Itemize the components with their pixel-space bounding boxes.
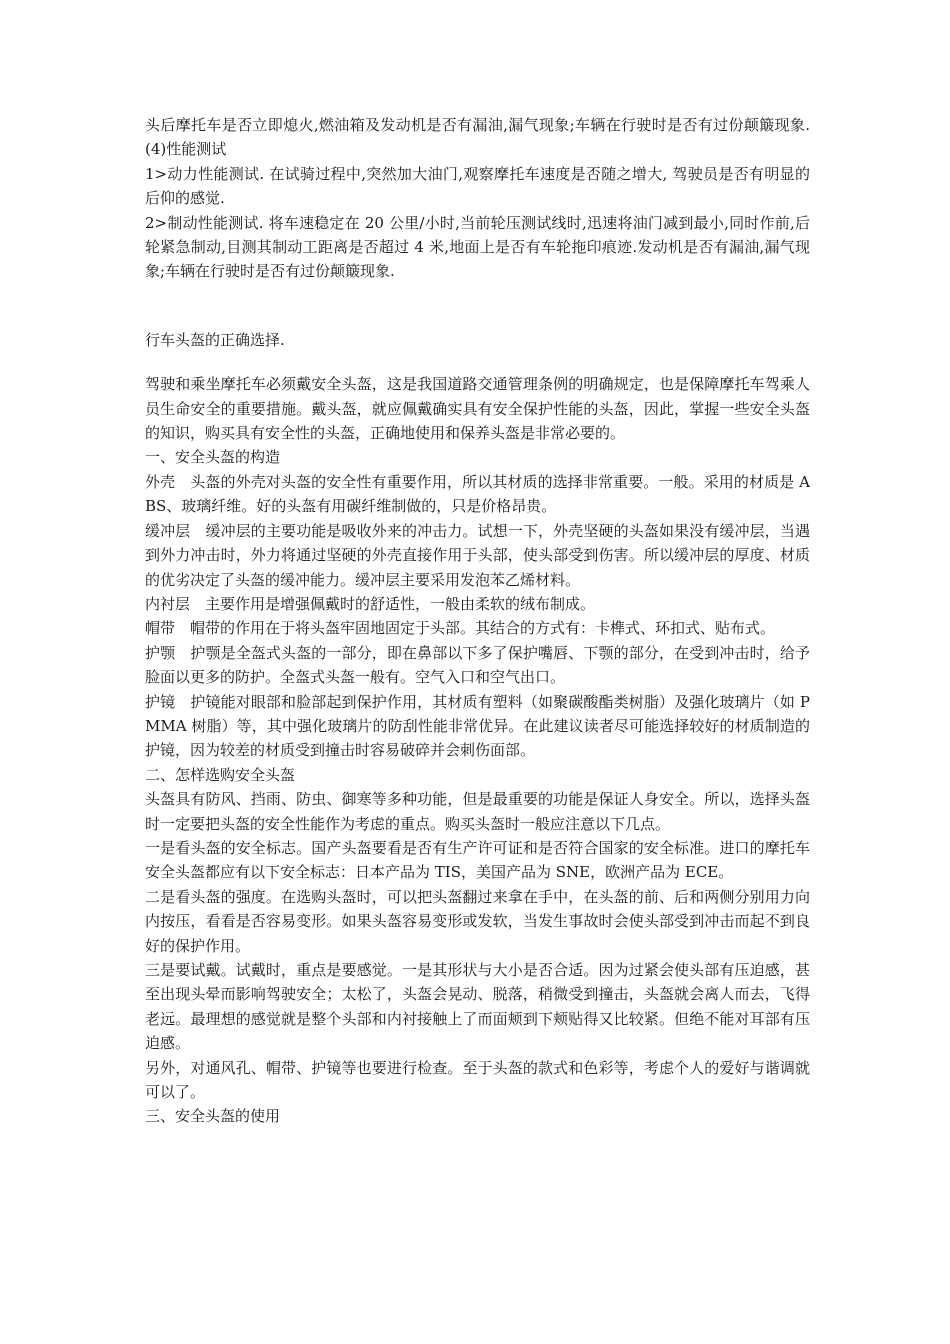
heading-construction: 一、安全头盔的构造 [145,448,281,467]
paragraph-buy-intro: 头盔具有防风、挡雨、防虫、御寒等多种功能，但是最重要的功能是保证人身安全。所以，选择头盔时一定要把头盔的安全性能作为考虑的重点。购买头盔时一般应注意以下几点。 [145,790,810,833]
paragraph-visor: 护镜 护镜能对眼部和脸部起到保护作用，其材质有塑料（如聚碳酸酯类树脂）及强化玻璃片（如 PMMA 树脂）等，其中强化玻璃片的防刮性能非常优异。在此建议读者尽可能选择较好的材质制造的护镜，因为较差的材质受到撞击时容易破碎并会刺伤面部。 [145,692,810,760]
heading-usage: 三、安全头盔的使用 [145,1107,281,1126]
paragraph-lining: 内衬层 主要作用是增强佩戴时的舒适性，一般由柔软的绒布制成。 [145,594,596,613]
paragraph-shell: 外壳 头盔的外壳对头盔的安全性有重要作用，所以其材质的选择非常重要。一般。采用的材质是 ABS、玻璃纤维。好的头盔有用碳纤维制做的，只是价格昂贵。 [145,472,810,516]
paragraph-safety-mark: 一是看头盔的安全标志。国产头盔要看是否有生产许可证和是否符合国家的安全标准。进口的摩托车安全头盔都应有以下安全标志：日本产品为 TIS，美国产品为 SNE，欧洲产品为 ECE。 [145,838,810,882]
paragraph-strength: 二是看头盔的强度。在选购头盔时，可以把头盔翻过来拿在手中，在头盔的前、后和两侧分别用力向内按压，看看是否容易变形。如果头盔容易变形或发软，当发生事故时会使头部受到冲击而起不到良好的保护作用。 [145,887,810,955]
paragraph-strap: 帽带 帽带的作用在于将头盔牢固地固定于头部。其结合的方式有：卡榫式、环扣式、贴布式。 [145,619,776,638]
helmet-section [145,372,810,1129]
paragraph-try-on: 三是要试戴。试戴时，重点是要感觉。一是其形状与大小是否合适。因为过紧会使头部有压迫感，甚至出现头晕而影响驾驶安全；太松了，头盔会晃动、脱落，稍微受到撞击，头盔就会离人而去，飞得老远。最理想的感觉就是整个头部和内衬接触上了而面颊到下颊贴得又比较紧。但绝不能对耳部有压迫感。 [145,961,810,1053]
paragraph-engine-check: 头后摩托车是否立即熄火,燃油箱及发动机是否有漏油,漏气现象;车辆在行驶时是否有过份颠簸现象. (4)性能测试 [145,116,810,159]
paragraph-brake-test: 2>制动性能测试. 将车速稳定在 20 公里/小时,当前轮压测试线时,迅速将油门减到最小,同时作前,后轮紧急制动,目测其制动工距离是否超过 4 米,地面上是否有车轮拖印痕迹.发动机是否有漏油,漏气现象;车辆在行驶时是否有过份颠簸现象. [145,213,810,281]
paragraph-chin-guard: 护颚 护颚是全盔式头盔的一部分，即在鼻部以下多了保护嘴唇、下颚的部分，在受到冲击时，给予脸面以更多的防护。全盔式头盔一般有。空气入口和空气出口。 [145,643,810,687]
heading-how-to-buy: 二、怎样选购安全头盔 [145,765,296,784]
paragraph-power-test: 1>动力性能测试. 在试骑过程中,突然加大油门,观察摩托车速度是否随之增大, 驾驶员是否有明显的后仰的感觉. [145,164,810,208]
paragraph-intro: 驾驶和乘坐摩托车必须戴安全头盔，这是我国道路交通管理条例的明确规定，也是保障摩托车驾乘人员生命安全的重要措施。戴头盔，就应佩戴确实具有安全保护性能的头盔，因此，掌握一些安全头盔的知识，购买具有安全性的头盔，正确地使用和保养头盔是非常必要的。 [145,375,810,443]
paragraph-buffer-layer: 缓冲层 缓冲层的主要功能是吸收外来的冲击力。试想一下，外壳坚硬的头盔如果没有缓冲层，当遇到外力冲击时，外力将通过坚硬的外壳直接作用于头部，使头部受到伤害。所以缓冲层的厚度、材质的优劣决定了头盔的缓冲能力。缓冲层主要采用发泡苯乙烯材料。 [145,521,810,589]
spacer [145,284,810,328]
spacer [145,352,810,372]
article-title: 行车头盔的正确选择. [145,330,285,349]
paragraph-other-checks: 另外，对通风孔、帽带、护镜等也要进行检查。至于头盔的款式和色彩等，考虑个人的爱好与谐调就可以了。 [145,1058,810,1102]
test-section [145,113,810,284]
document-page [145,113,810,1129]
